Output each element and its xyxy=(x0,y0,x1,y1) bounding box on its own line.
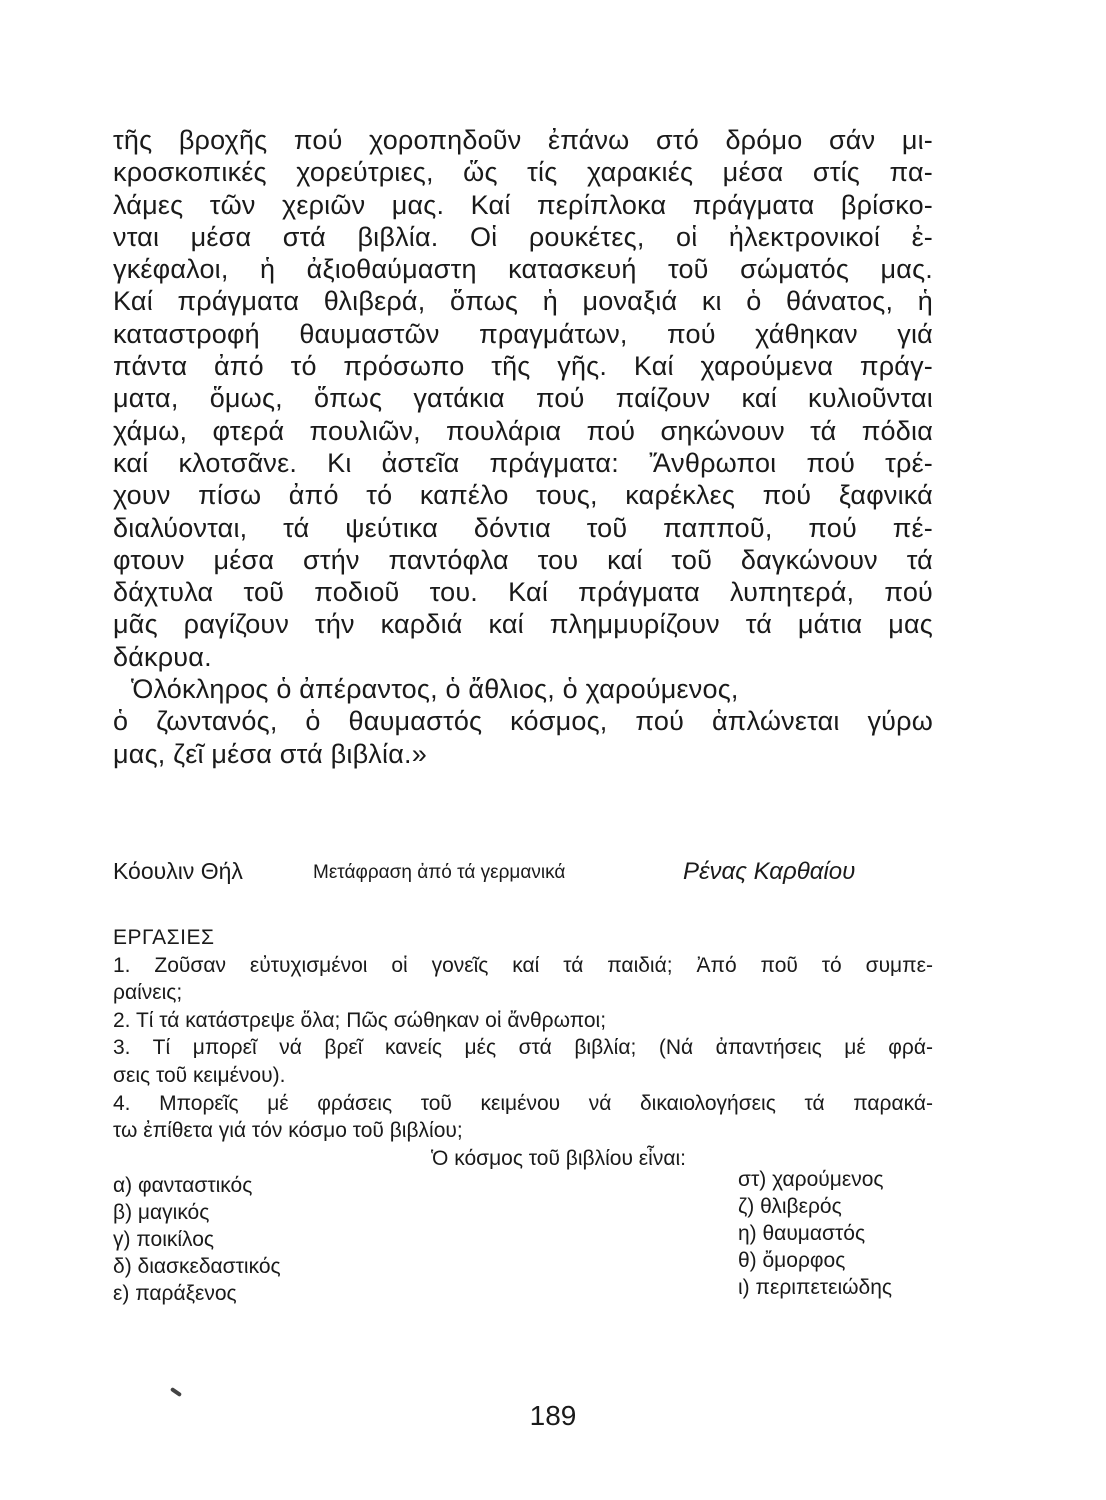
adjective-item: α) φανταστικός xyxy=(113,1174,253,1197)
adjective-item: θ) ὄμορφος xyxy=(738,1249,846,1272)
passage-line: χάμω, φτερά πουλιῶν, πουλάρια πού σηκώνουν τά πόδια xyxy=(113,415,933,446)
exercise-line: 2. Τί τά κατάστρεψε ὅλα; Πῶς σώθηκαν οἱ ἄνθρωποι; xyxy=(113,1008,607,1032)
passage-line: μᾶς ραγίζουν τήν καρδιά καί πλημμυρίζουν τά μάτια μας xyxy=(113,609,933,640)
exercise-line: 1. Ζοῦσαν εὐτυχισμένοι οἱ γονεῖς καί τά παιδιά; Ἀπό ποῦ τό συμπε- xyxy=(113,953,933,977)
ink-speck xyxy=(170,1387,182,1397)
attribution xyxy=(113,858,933,892)
translator-name: Ρένας Καρθαίου xyxy=(683,858,856,885)
exercise-line: σεις τοῦ κειμένου). xyxy=(113,1063,286,1087)
passage-line: ματα, ὅμως, ὅπως γατάκια πού παίζουν καί κυλιοῦνται xyxy=(113,383,933,414)
passage-line: τῆς βροχῆς πού χοροπηδοῦν ἐπάνω στό δρόμο σάν μι- xyxy=(113,125,933,155)
adjective-list-left xyxy=(113,1172,281,1307)
adjective-item: β) μαγικός xyxy=(113,1201,210,1224)
passage-line: ὁ ζωντανός, ὁ θαυμαστός κόσμος, πού ἁπλώνεται γύρω xyxy=(113,706,933,737)
exercise-line: 3. Τί μπορεῖ νά βρεῖ κανείς μές στά βιβλία; (Νά ἀπαντήσεις μέ φρά- xyxy=(113,1036,933,1060)
exercises-heading: ΕΡΓΑΣΙΕΣ xyxy=(113,926,215,949)
passage-text xyxy=(113,124,933,770)
adjective-item: ζ) θλιβερός xyxy=(738,1195,842,1218)
passage-line: νται μέσα στά βιβλία. Οἱ ρουκέτες, οἱ ἠλεκτρονικοί ἐ- xyxy=(113,221,933,252)
adjective-item: στ) χαρούμενος xyxy=(738,1168,884,1191)
exercise-lead-in: Ὁ κόσμος τοῦ βιβλίου εἶναι: xyxy=(431,1146,686,1170)
passage-line: διαλύονται, τά ψεύτικα δόντια τοῦ παπποῦ, πού πέ- xyxy=(113,512,933,543)
page-number: 189 xyxy=(529,1400,577,1431)
passage-line: πάντα ἀπό τό πρόσωπο τῆς γῆς. Καί χαρούμενα πράγ- xyxy=(113,351,933,382)
passage-line: κροσκοπικές χορεύτριες, ὥς τίς χαρακιές μέσα στίς πα- xyxy=(113,157,933,188)
exercise-line: τω ἐπίθετα γιά τόν κόσμο τοῦ βιβλίου; xyxy=(113,1119,463,1143)
exercise-line: ραίνεις; xyxy=(113,981,183,1005)
adjective-item: γ) ποικίλος xyxy=(113,1228,215,1251)
adjective-item: η) θαυμαστός xyxy=(738,1222,866,1245)
adjective-item: ι) περιπετειώδης xyxy=(738,1276,893,1299)
passage-line: καταστροφή θαυμαστῶν πραγμάτων, πού χάθηκαν γιά xyxy=(113,318,933,349)
passage-line: Ὁλόκληρος ὁ ἀπέραντος, ὁ ἄθλιος, ὁ χαρούμενος, xyxy=(131,674,739,705)
adjective-item: ε) παράξενος xyxy=(113,1282,237,1305)
passage-line: μας, ζεῖ μέσα στά βιβλία.» xyxy=(113,738,427,769)
adjective-item: δ) διασκεδαστικός xyxy=(113,1255,281,1278)
passage-line: φτουν μέσα στήν παντόφλα του καί τοῦ δαγκώνουν τά xyxy=(113,544,933,575)
translation-note: Μετάφραση ἀπό τά γερμανικά xyxy=(313,862,566,883)
exercises-section xyxy=(113,924,933,1172)
adjective-list-right xyxy=(738,1166,892,1301)
passage-line: δάκρυα. xyxy=(113,641,212,672)
passage-line: γκέφαλοι, ἡ ἀξιοθαύμαστη κατασκευή τοῦ σώματός μας. xyxy=(113,254,933,285)
passage-line: δάχτυλα τοῦ ποδιοῦ του. Καί πράγματα λυπητερά, πού xyxy=(113,577,933,608)
passage-line: χουν πίσω ἀπό τό καπέλο τους, καρέκλες πού ξαφνικά xyxy=(113,480,933,511)
exercise-line: 4. Μπορεῖς μέ φράσεις τοῦ κειμένου νά δικαιολογήσεις τά παρακά- xyxy=(113,1091,933,1115)
passage-line: καί κλοτσᾶνε. Κι ἀστεῖα πράγματα: Ἄνθρωποι πού τρέ- xyxy=(113,447,933,478)
author-name: Κόουλιν Θήλ xyxy=(113,858,243,884)
passage-line: Καί πράγματα θλιβερά, ὅπως ἡ μοναξιά κι ὁ θάνατος, ἡ xyxy=(113,286,933,317)
passage-line: λάμες τῶν χεριῶν μας. Καί περίπλοκα πράγματα βρίσκο- xyxy=(113,189,933,220)
